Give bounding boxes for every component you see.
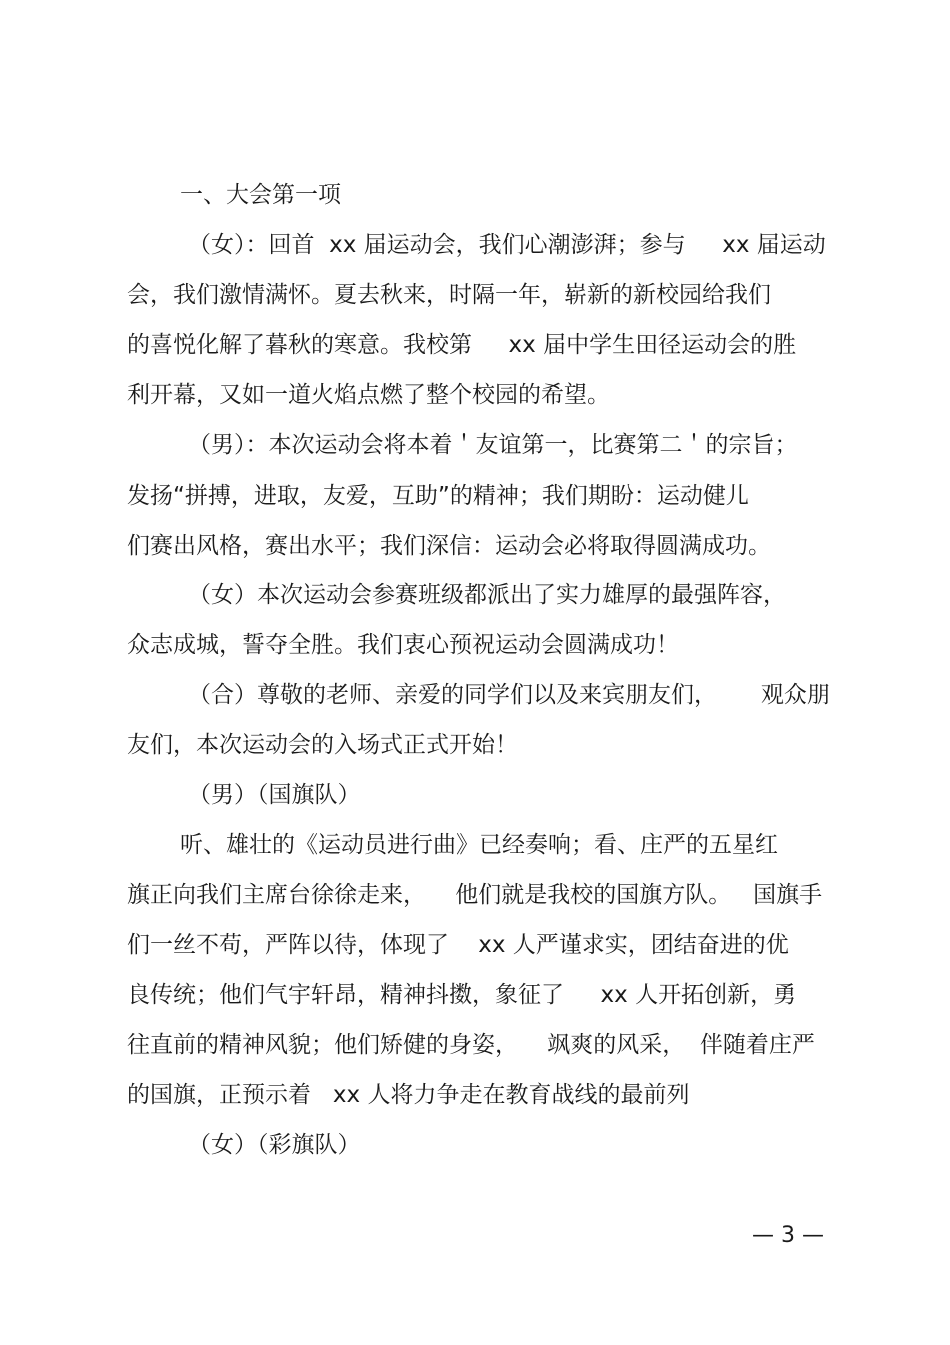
text-line: 听、雄壮的《运动员进行曲》已经奏响；看、庄严的五星红 <box>180 832 778 858</box>
text-line: （男）：本次运动会将本着＇友谊第一，比赛第二＇的宗旨； <box>188 432 798 458</box>
text-line: （女）：回首 xx 届运动会，我们心潮澎湃；参与 xx 届运动 <box>188 232 826 258</box>
text-line: （合）尊敬的老师、亲爱的同学们以及来宾朋友们， 观众朋 <box>188 682 830 708</box>
text-line: 的喜悦化解了暮秋的寒意。我校第 xx 届中学生田径运动会的胜 <box>127 332 797 358</box>
page-number: — 3 — <box>752 1223 824 1248</box>
text-line: （女）本次运动会参赛班级都派出了实力雄厚的最强阵容， <box>188 582 786 608</box>
text-line: 的国旗，正预示着 xx 人将力争走在教育战线的最前列 <box>127 1082 690 1108</box>
text-line: 众志成城，誓夺全胜。我们衷心预祝运动会圆满成功！ <box>127 632 679 658</box>
text-line: 会，我们激情满怀。夏去秋来，时隔一年，崭新的新校园给我们 <box>127 282 771 308</box>
text-line: 们赛出风格，赛出水平；我们深信：运动会必将取得圆满成功。 <box>127 533 771 559</box>
text-line: （女）（彩旗队） <box>188 1132 361 1158</box>
text-line: 往直前的精神风貌；他们矫健的身姿， 飒爽的风采， 伴随着庄严 <box>127 1032 815 1058</box>
text-line: 旗正向我们主席台徐徐走来， 他们就是我校的国旗方队。 国旗手 <box>127 882 823 908</box>
text-line: （男）（国旗队） <box>188 782 361 808</box>
text-line: 良传统；他们气宇轩昂，精神抖擞，象征了 xx 人开拓创新，勇 <box>127 982 797 1008</box>
text-line: 发扬“拼搏，进取，友爱，互助”的精神；我们期盼：运动健儿 <box>127 483 749 509</box>
text-line: 们一丝不苟，严阵以待，体现了 xx 人严谨求实，团结奋进的优 <box>127 932 789 958</box>
text-line: 利开幕，又如一道火焰点燃了整个校园的希望。 <box>127 382 610 408</box>
section-heading: 一、大会第一项 <box>180 182 341 208</box>
text-line: 友们，本次运动会的入场式正式开始！ <box>127 732 518 758</box>
